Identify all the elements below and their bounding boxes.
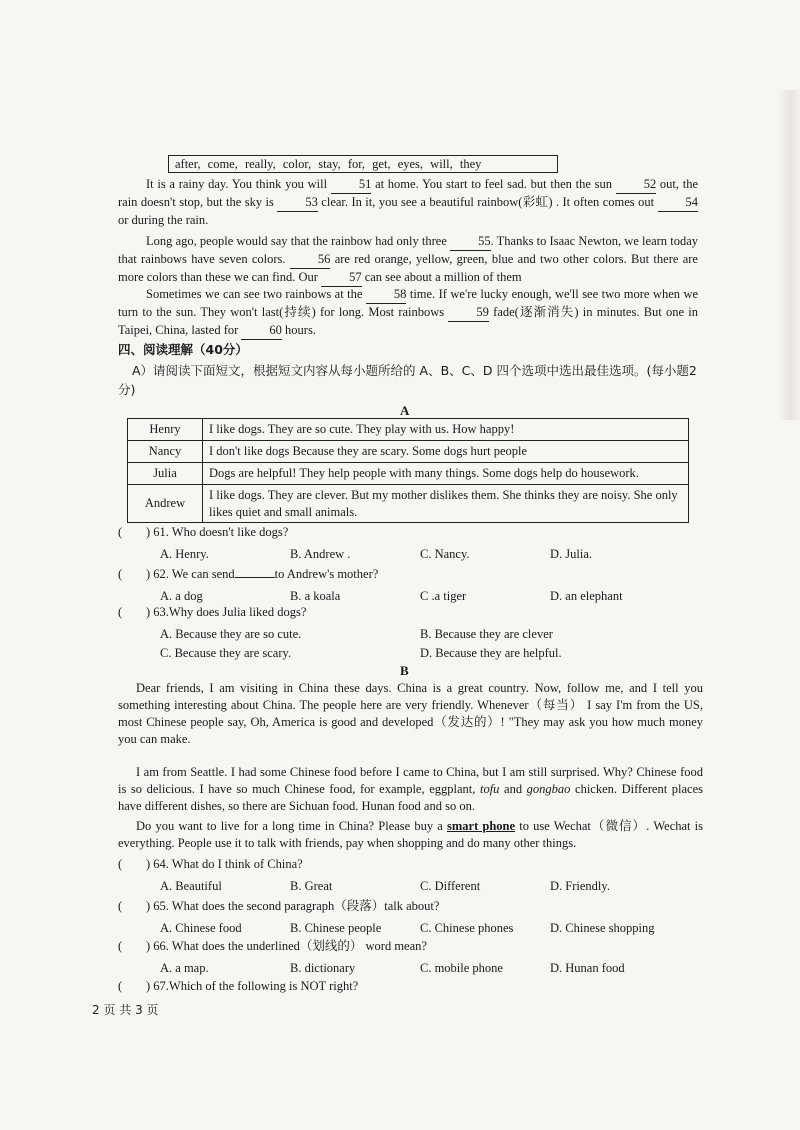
text: I am from Seattle. I had some Chinese food before I came to China, but I am still surprised. Why? Chinese food is so delicious. I have so much Chinese food, for example, eggplant, — [118, 765, 703, 796]
options-61 — [160, 546, 680, 563]
question-stem: ) 61. Who doesn't like dogs? — [146, 525, 289, 539]
blank-52: 52 — [616, 176, 657, 194]
text: Dear friends, I am visiting in China these days. China is a great country. Now, follow me, and I tell you something interesting about China. The people here are very friendly. Whenever（每当） I say I'm from the US, most Chinese people say, Oh, America is good and developed（发达的）! "They may ask you how much money you can make. — [118, 681, 703, 746]
table-cell-text: I like dogs. They are clever. But my mother dislikes them. She thinks they are noisy. She only likes quiet and small animals. — [203, 484, 689, 523]
question-stem: ) 63.Why does Julia liked dogs? — [146, 605, 307, 619]
option-c: C. Different — [420, 879, 481, 893]
table-cell-text: I don't like dogs Because they are scary. Some dogs hurt people — [203, 440, 689, 462]
blank-58: 58 — [366, 286, 407, 304]
question-63 — [118, 604, 306, 621]
question-stem: ) 66. What does the underlined（划线的） word mean? — [146, 939, 427, 953]
text: hours. — [285, 322, 316, 337]
option-d: D. Chinese shopping — [550, 921, 655, 935]
option-d: D. Friendly. — [550, 879, 610, 893]
question-blank — [235, 577, 275, 578]
cloze-paragraph-3 — [118, 286, 698, 340]
text: . Thanks to Isaac Newton, we learn today that rainbows have seven colors. — [118, 234, 698, 266]
reading-paragraph-2 — [118, 764, 703, 815]
cloze-paragraph-1 — [118, 176, 698, 229]
option-d: D. an elephant — [550, 589, 623, 603]
answer-bracket[interactable]: ( — [118, 899, 123, 913]
blank-60: 60 — [241, 322, 282, 340]
option-d: D. Hunan food — [550, 961, 625, 975]
reading-paragraph-1 — [118, 680, 703, 748]
text: It is a rainy day. You think you will — [146, 177, 328, 191]
blank-59: 59 — [448, 304, 489, 322]
text: are red orange, yellow, green, blue and two other colors. But there are more colors than these we can find. Our — [118, 251, 698, 284]
opinion-table — [127, 418, 689, 523]
section-instructions: A）请阅读下面短文，根据短文内容从每小题所给的 A、B、C、D 四个选项中选出最佳选项。(每小题2分) — [118, 363, 697, 397]
text: chicken. Different places have different dishes, so there are Sichuan food. Hunan food and so on. — [118, 781, 704, 813]
question-stem: ) 65. What does the second paragraph（段落）talk about? — [146, 899, 440, 913]
option-a: A. a dog — [160, 589, 203, 603]
text: Long ago, people would say that the rainbow had only three — [146, 234, 447, 248]
question-62 — [118, 566, 378, 583]
text: to use Wechat（微信）. Wechat is everything. People use it to talk with friends, pay when shopping and do many other things. — [118, 819, 704, 850]
text: tofu — [479, 781, 500, 796]
answer-bracket[interactable]: ( — [118, 605, 123, 619]
part-a-heading: A — [400, 403, 410, 418]
option-b: B. dictionary — [290, 961, 356, 975]
option-d: D. Julia. — [550, 547, 593, 561]
question-stem: ) 62. We can send — [146, 567, 235, 581]
answer-bracket[interactable]: ( — [118, 979, 123, 993]
option-a: A. Chinese food — [160, 921, 242, 935]
options-65 — [160, 920, 680, 937]
option-c: C. mobile phone — [420, 961, 503, 975]
text: time. If we're lucky enough, we'll see two more when we turn to the sun. They won't last(持续) for long. Most rainbows — [118, 287, 699, 319]
blank-55: 55 — [450, 233, 491, 251]
question-64 — [118, 856, 303, 873]
table-cell-name: Andrew — [128, 484, 203, 523]
page-edge-shadow — [778, 90, 800, 420]
blank-51: 51 — [331, 176, 372, 194]
text: at home. You start to feel sad. but then the sun — [375, 177, 612, 191]
blank-53: 53 — [277, 194, 318, 212]
cloze-paragraph-2 — [118, 233, 698, 287]
question-67 — [118, 978, 358, 995]
text: fade(逐渐消失) in minutes. But one in Taipei, China, lasted for — [118, 304, 699, 337]
table-cell-text: I like dogs. They are so cute. They play with us. How happy! — [203, 419, 689, 441]
option-d: D. Because they are helpful. — [420, 645, 562, 660]
table-row — [128, 419, 689, 441]
option-c: C. Because they are scary. — [160, 645, 292, 660]
text: and — [504, 781, 523, 796]
option-b: B. Andrew . — [290, 547, 351, 561]
blank-57: 57 — [321, 269, 362, 287]
options-66 — [160, 960, 680, 977]
question-61 — [118, 524, 288, 541]
question-stem: ) 67.Which of the following is NOT right? — [146, 979, 359, 993]
table-cell-name: Nancy — [128, 440, 203, 462]
answer-bracket[interactable]: ( — [118, 525, 123, 539]
answer-bracket[interactable]: ( — [118, 939, 123, 953]
option-c: C .a tiger — [420, 589, 467, 603]
text: out, the rain doesn't stop, but the sky is — [118, 177, 699, 209]
table-cell-name: Julia — [128, 462, 203, 484]
blank-56: 56 — [290, 251, 331, 269]
option-c: C. Nancy. — [420, 547, 470, 561]
word-bank-box: after, come, really, color, stay, for, get, eyes, will, they — [168, 155, 558, 173]
options-63 — [160, 626, 680, 662]
option-a: A. Because they are so cute. — [160, 627, 302, 641]
option-b: B. Great — [290, 879, 333, 893]
text: clear. In it, you see a beautiful rainbow(彩虹) . It often comes out — [321, 194, 655, 209]
text: Sometimes we can see two rainbows at the — [146, 287, 363, 301]
underlined-word: smart phone — [447, 819, 516, 833]
option-c: C. Chinese phones — [420, 921, 514, 935]
option-a: A. a map. — [160, 961, 209, 975]
answer-bracket[interactable]: ( — [118, 567, 123, 581]
table-cell-name: Henry — [128, 419, 203, 441]
text: can see about a million of them — [364, 269, 522, 284]
table-row — [128, 440, 689, 462]
option-a: A. Henry. — [160, 547, 209, 561]
reading-paragraph-3 — [118, 818, 703, 852]
text: gongbao — [526, 781, 571, 796]
blank-54: 54 — [658, 194, 699, 212]
option-b: B. Chinese people — [290, 921, 382, 935]
page-footer: 2 页 共 3 页 — [92, 1003, 159, 1017]
question-stem: ) 64. What do I think of China? — [146, 857, 303, 871]
section-title: 四、阅读理解（40分） — [118, 342, 248, 357]
options-64 — [160, 878, 680, 895]
table-row — [128, 462, 689, 484]
option-b: B. a koala — [290, 589, 341, 603]
option-b: B. Because they are clever — [420, 627, 553, 641]
text: or during the rain. — [118, 212, 209, 227]
option-a: A. Beautiful — [160, 879, 222, 893]
part-b-heading: B — [400, 663, 409, 678]
question-65 — [118, 898, 439, 915]
text: Do you want to live for a long time in China? Please buy a — [136, 819, 443, 833]
answer-bracket[interactable]: ( — [118, 857, 123, 871]
table-cell-text: Dogs are helpful! They help people with many things. Some dogs help do housework. — [203, 462, 689, 484]
question-stem: to Andrew's mother? — [274, 567, 379, 581]
table-row — [128, 484, 689, 523]
question-66 — [118, 938, 427, 955]
options-62 — [160, 588, 680, 605]
